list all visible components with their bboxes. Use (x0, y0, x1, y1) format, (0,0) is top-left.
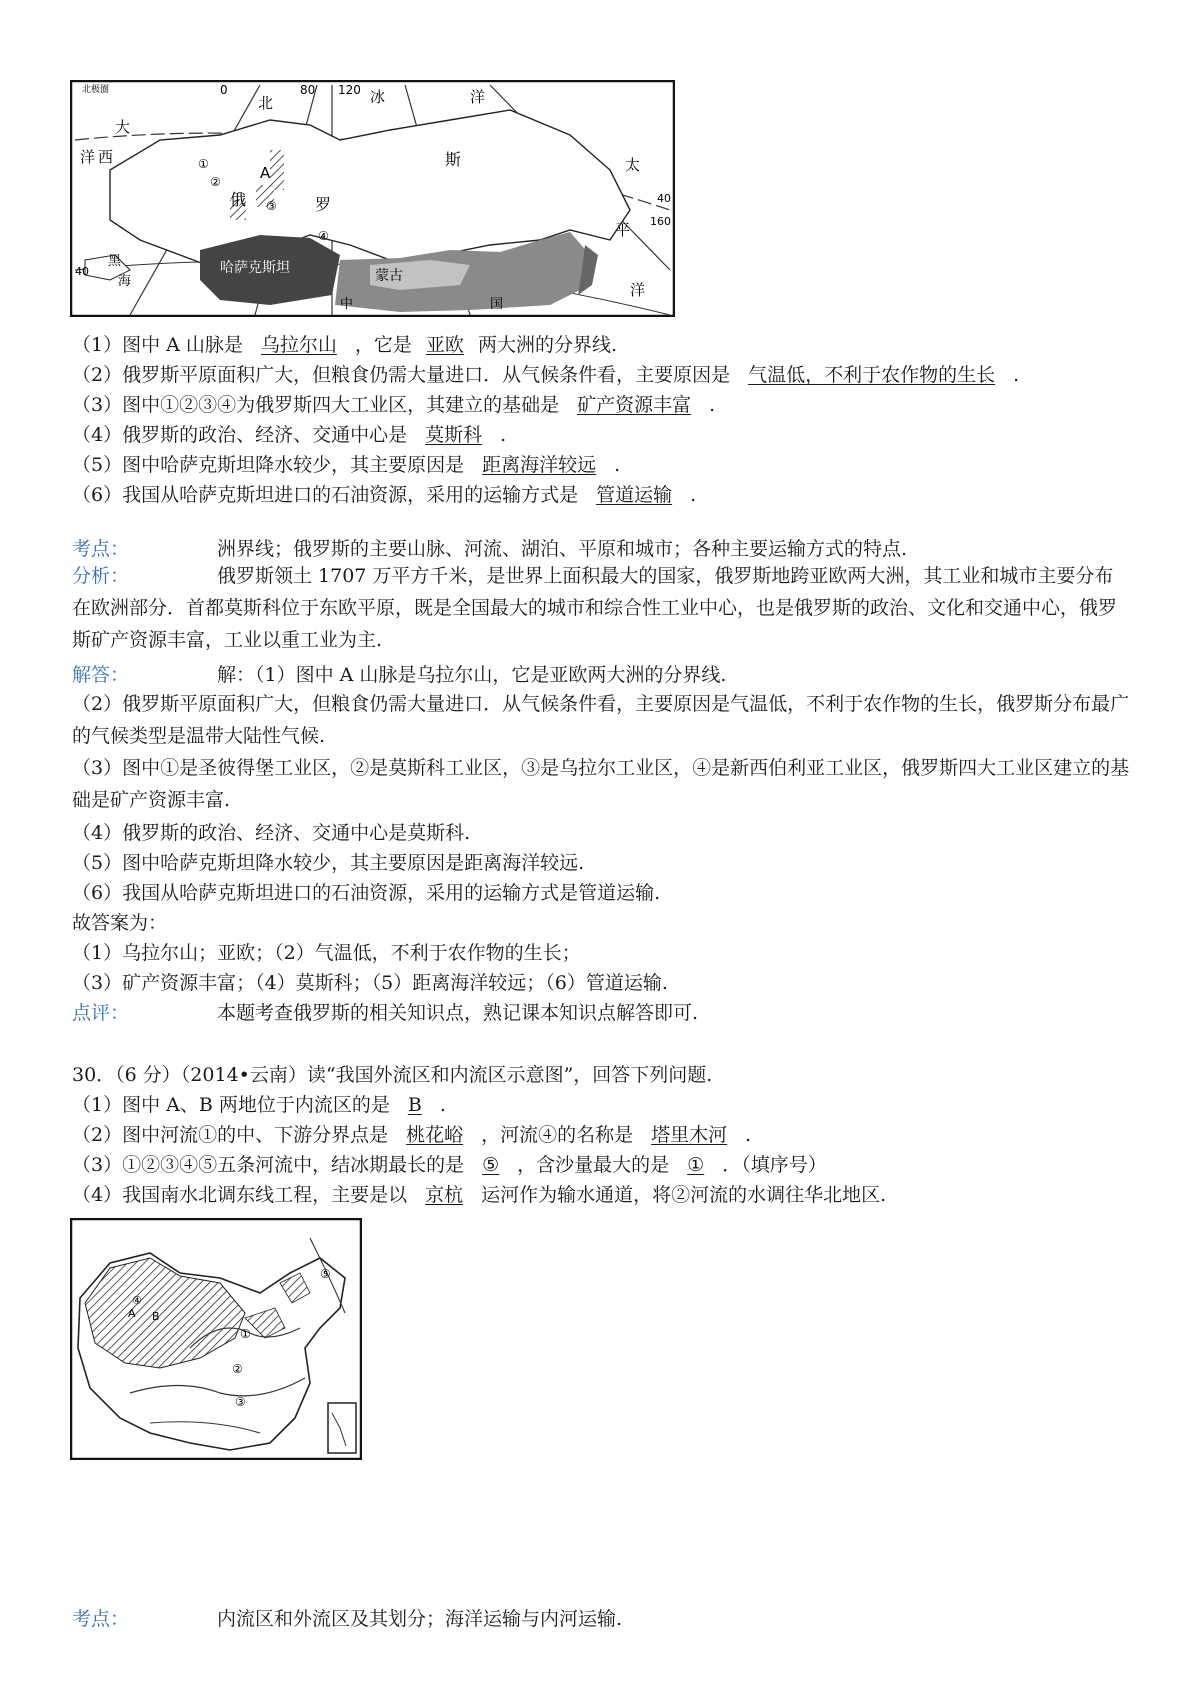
jieda-p7: 故答案为： (72, 912, 168, 934)
q29-3-answer: 矿产资源丰富 (577, 394, 692, 416)
fenxi (72, 560, 1132, 656)
arctic-label-north: 北 (258, 94, 274, 112)
river-5-label: ⑤ (320, 1267, 331, 1281)
atlantic-label-2: 大 (115, 118, 131, 136)
q30-line-4: （4）我国南水北调东线工程，主要是以 京杭 运河作为输水通道，将②河流的水调往华北地区. (72, 1184, 887, 1206)
industrial-area-1: ① (198, 157, 209, 171)
russia-label-e: 俄 (230, 190, 247, 209)
q29-line-1: （1）图中 A 山脉是 乌拉尔山 ，它是 亚欧 两大洲的分界线. (72, 334, 617, 356)
jieda-p9: （3）矿产资源丰富；（4）莫斯科；（5）距离海洋较远；（6）管道运输. (72, 972, 668, 994)
q30-1-answer: B (407, 1094, 422, 1116)
q29-5-answer: 距离海洋较远 (482, 454, 597, 476)
q30-2-answer-2: 塔里木河 (651, 1124, 728, 1146)
dianping-text: 本题考查俄罗斯的相关知识点，熟记课本知识点解答即可. (217, 1002, 699, 1024)
jieda-p3: （3）图中①是圣彼得堡工业区，②是莫斯科工业区，③是乌拉尔工业区，④是新西伯利亚工业区，俄罗斯四大工业区建立的基础是矿产资源丰富. (72, 757, 1130, 811)
jieda-p4: （4）俄罗斯的政治、经济、交通中心是莫斯科. (72, 822, 471, 844)
jieda-first (72, 662, 726, 688)
pacific-label-yang: 洋 (630, 281, 646, 299)
q30-3-answer-2: ① (687, 1154, 705, 1176)
china-drainage-map (70, 1218, 362, 1460)
q29-line-5: （5）图中哈萨克斯坦降水较少，其主要原因是 距离海洋较远 . (72, 454, 621, 476)
fenxi-text: 俄罗斯领土 1707 万平方千米，是世界上面积最大的国家，俄罗斯地跨亚欧两大洲，其工业和城市主要分布在欧洲部分．首都莫斯科位于东欧平原，既是全国最大的城市和综合性工业中心，也是俄罗斯的政治、文化和交通中心，俄罗斯矿产资源丰富，工业以重工业为主. (72, 565, 1118, 651)
dianping-label: 点评： (72, 1002, 130, 1024)
atlantic-label-1: 西 (98, 148, 114, 166)
meridian-120-label: 120 (338, 83, 361, 97)
q29-2-answer: 气温低，不利于农作物的生长 (748, 364, 996, 386)
russia-map (70, 80, 675, 317)
meridian-160-label: 160 (650, 215, 671, 228)
arctic-label-ocean: 洋 (470, 88, 486, 106)
ural-label-a: A (260, 164, 271, 182)
fenxi-label: 分析： (72, 565, 130, 587)
parallel-40-west-label: 40 (75, 265, 89, 278)
q29-1-answer-1: 乌拉尔山 (260, 334, 337, 356)
q30-line-1: （1）图中 A、B 两地位于内流区的是 B . (72, 1094, 446, 1116)
q30-2-answer-1: 桃花峪 (406, 1124, 464, 1146)
river-4-label: ④ (132, 1294, 142, 1307)
jieda-p6: （6）我国从哈萨克斯坦进口的石油资源，采用的运输方式是管道运输. (72, 882, 661, 904)
jieda-p2: （2）俄罗斯平原面积广大，但粮食仍需大量进口．从气候条件看，主要原因是气温低，不利于农作物的生长，俄罗斯分布最广的气候类型是温带大陆性气候. (72, 693, 1130, 747)
kaodian-1 (72, 536, 907, 562)
china-label-guo: 国 (490, 297, 504, 312)
kaodian2-label: 考点： (72, 1608, 130, 1630)
map2-label-a: A (128, 1307, 136, 1320)
q29-line-4: （4）俄罗斯的政治、经济、交通中心是 莫斯科 . (72, 424, 507, 446)
q30-line-2: （2）图中河流①的中、下游分界点是 桃花峪 ，河流④的名称是 塔里木河 . (72, 1124, 752, 1146)
q29-4-answer: 莫斯科 (425, 424, 483, 446)
industrial-area-3: ③ (266, 199, 277, 213)
kazakhstan-label: 哈萨克斯坦 (220, 260, 290, 276)
q29-line-2: （2）俄罗斯平原面积广大，但粮食仍需大量进口．从气候条件看，主要原因是 气温低，不利于农作物的生长 . (72, 364, 1020, 386)
meridian-0-label: 0 (220, 83, 228, 97)
mongolia-label: 蒙古 (375, 268, 403, 284)
russia-label-si: 斯 (445, 150, 462, 169)
china-label-zhong: 中 (340, 297, 354, 312)
north-circle-label: 北极圈 (82, 85, 110, 95)
kaodian-text: 洲界线；俄罗斯的主要山脉、河流、湖泊、平原和城市；各种主要运输方式的特点. (217, 538, 908, 560)
jieda-first-text: 解：（1）图中 A 山脉是乌拉尔山，它是亚欧两大洲的分界线. (217, 664, 727, 686)
blacksea-label-hei: 黑 (108, 254, 122, 269)
q29-6-answer: 管道运输 (596, 484, 673, 506)
parallel-40-label: 40 (657, 192, 671, 205)
q30-title: 30．（6 分）（2014•云南）读“我国外流区和内流区示意图”，回答下列问题. (72, 1064, 713, 1086)
industrial-area-4: ④ (318, 229, 329, 243)
blacksea-label-hai: 海 (118, 274, 132, 289)
pacific-label-tai: 太 (625, 156, 641, 174)
kaodian-2 (72, 1606, 622, 1632)
river-1-label: ① (240, 1327, 251, 1341)
map2-label-b: B (152, 1310, 160, 1323)
russia-label-luo: 罗 (315, 195, 332, 214)
pacific-label-ping: 平 (615, 221, 631, 239)
atlantic-label-3: 洋 (80, 148, 96, 166)
q29-line-6: （6）我国从哈萨克斯坦进口的石油资源，采用的运输方式是 管道运输 . (72, 484, 697, 506)
river-2-label: ② (232, 1362, 243, 1376)
jieda-label: 解答： (72, 664, 130, 686)
industrial-area-2: ② (210, 175, 221, 189)
q30-3-answer-1: ⑤ (482, 1154, 500, 1176)
river-3-label: ③ (235, 1395, 246, 1409)
q29-1-answer-2: 亚欧 (425, 334, 464, 356)
meridian-80-label: 80 (300, 83, 316, 97)
arctic-label-ice: 冰 (370, 88, 386, 106)
q29-line-3: （3）图中①②③④为俄罗斯四大工业区，其建立的基础是 矿产资源丰富 . (72, 394, 716, 416)
q30-4-answer: 京杭 (425, 1184, 464, 1206)
q30-line-3: （3）①②③④⑤五条河流中，结冰期最长的是 ⑤ ，含沙量最大的是 ① ．（填序号） (72, 1154, 827, 1176)
kaodian-label: 考点： (72, 538, 130, 560)
jieda-p5: （5）图中哈萨克斯坦降水较少，其主要原因是距离海洋较远. (72, 852, 585, 874)
kaodian2-text: 内流区和外流区及其划分；海洋运输与内河运输. (217, 1608, 623, 1630)
jieda-p8: （1）乌拉尔山；亚欧；（2）气温低，不利于农作物的生长； (72, 942, 581, 964)
dianping (72, 1000, 698, 1026)
